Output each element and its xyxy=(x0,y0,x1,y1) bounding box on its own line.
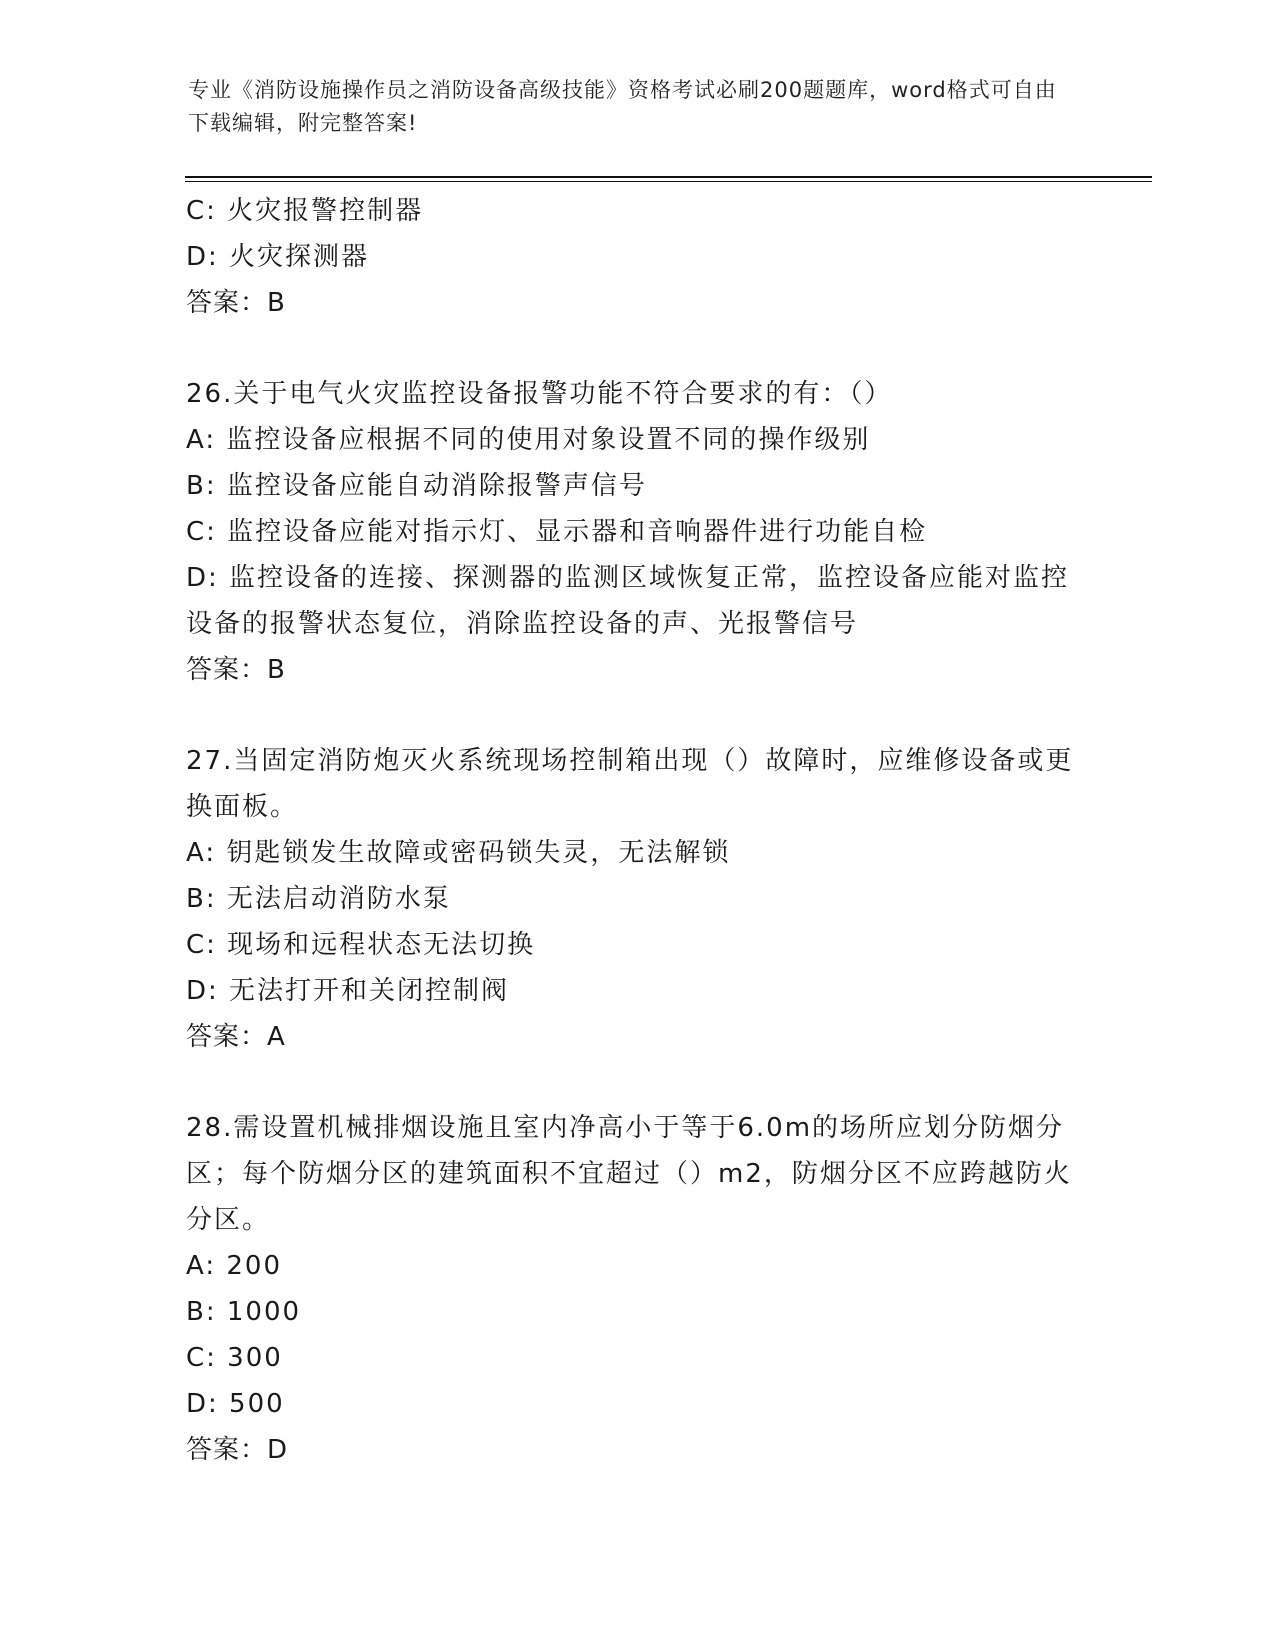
question-25-continued xyxy=(186,188,1086,326)
question-stem: 27.当固定消防炮灭火系统现场控制箱出现（）故障时，应维修设备或更换面板。 xyxy=(186,746,1074,822)
option-d: D: 监控设备的连接、探测器的监测区域恢复正常，监控设备应能对监控设备的报警状态复位，消除监控设备的声、光报警信号 xyxy=(186,563,1070,639)
option-c: C: 火灾报警控制器 xyxy=(186,196,424,226)
question-27 xyxy=(186,738,1086,1060)
option-d: D: 无法打开和关闭控制阀 xyxy=(186,976,510,1006)
option-a: A: 监控设备应根据不同的使用对象设置不同的操作级别 xyxy=(186,425,871,455)
spacer xyxy=(186,1060,1086,1105)
option-c: C: 监控设备应能对指示灯、显示器和音响器件进行功能自检 xyxy=(186,517,928,547)
question-26 xyxy=(186,371,1086,693)
option-a: A: 200 xyxy=(186,1251,282,1281)
option-b: B: 监控设备应能自动消除报警声信号 xyxy=(186,471,647,501)
option-a: A: 钥匙锁发生故障或密码锁失灵，无法解锁 xyxy=(186,838,731,868)
header-divider-thin xyxy=(185,181,1152,182)
option-b: B: 无法启动消防水泵 xyxy=(186,884,451,914)
question-stem: 26.关于电气火灾监控设备报警功能不符合要求的有：（） xyxy=(186,379,893,409)
question-28 xyxy=(186,1105,1086,1473)
answer-line: 答案：A xyxy=(186,1022,286,1052)
document-header: 专业《消防设施操作员之消防设备高级技能》资格考试必刷200题题库，word格式可自由下载编辑，附完整答案! xyxy=(188,78,1057,135)
question-stem: 28.需设置机械排烟设施且室内净高小于等于6.0m的场所应划分防烟分区；每个防烟分区的建筑面积不宜超过（）m2，防烟分区不应跨越防火分区。 xyxy=(186,1113,1072,1235)
answer-line: 答案：B xyxy=(186,655,286,685)
answer-line: 答案：B xyxy=(186,288,286,318)
spacer xyxy=(186,693,1086,738)
option-d: D: 500 xyxy=(186,1389,285,1419)
question-content xyxy=(186,188,1086,1473)
option-c: C: 300 xyxy=(186,1343,283,1373)
spacer xyxy=(186,326,1086,371)
answer-line: 答案：D xyxy=(186,1435,289,1465)
header-divider-thick xyxy=(185,176,1152,178)
option-d: D: 火灾探测器 xyxy=(186,242,370,272)
option-c: C: 现场和远程状态无法切换 xyxy=(186,930,536,960)
option-b: B: 1000 xyxy=(186,1297,302,1327)
